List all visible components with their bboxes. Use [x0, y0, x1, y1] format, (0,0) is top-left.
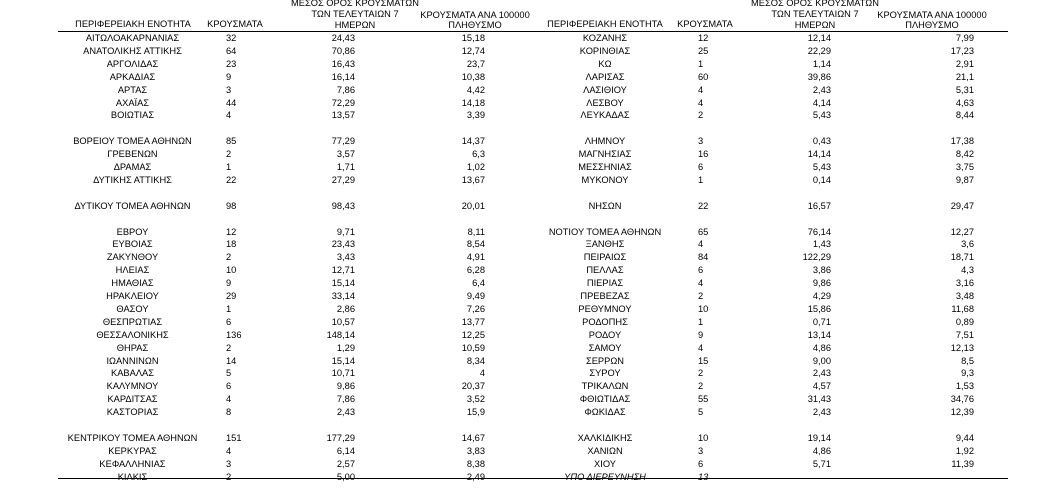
- table-row: [0, 45, 1047, 58]
- cell-avg: 24,43: [331, 33, 355, 43]
- cell-cases: 136: [226, 329, 242, 340]
- cell-per100k: 8,11: [467, 226, 485, 237]
- cell-avg: 148,14: [326, 329, 355, 340]
- cell-avg: 10,57: [331, 316, 355, 327]
- cell-avg: 9,00: [812, 355, 831, 366]
- cell-per100k: 3,52: [466, 394, 485, 405]
- left-header-avg-2: ΤΩΝ ΤΕΛΕΥΤΑΙΩΝ 7: [311, 9, 399, 19]
- cell-region: ΚΕΡΚΥΡΑΣ: [108, 445, 157, 456]
- right-header-per100k-1: ΚΡΟΥΣΜΑΤΑ ΑΝΑ 100000: [877, 10, 987, 20]
- cell-region: ΛΕΥΚΑΔΑΣ: [580, 110, 630, 121]
- cell-cases: 3: [226, 458, 232, 469]
- table-row: [0, 380, 1047, 393]
- table-row: [0, 432, 1047, 445]
- cell-region: ΣΥΡΟΥ: [589, 368, 621, 379]
- cell-region: ΑΡΤΑΣ: [117, 84, 148, 95]
- cell-per100k: 12,25: [461, 329, 485, 340]
- cell-region: ΚΟΖΑΝΗΣ: [582, 33, 628, 43]
- table-row: [0, 238, 1047, 251]
- cell-cases: 84: [698, 252, 709, 263]
- cell-cases: 3: [698, 445, 704, 456]
- cell-avg: 15,14: [331, 278, 355, 289]
- cell-avg: 2,43: [812, 407, 831, 418]
- cell-cases: 2: [698, 291, 704, 301]
- cell-per100k: 15,18: [461, 33, 485, 43]
- table-row: [0, 174, 1047, 187]
- cell-avg: 6,14: [336, 445, 355, 456]
- cell-avg: 122,29: [802, 252, 831, 263]
- cell-avg: 16,43: [331, 58, 355, 69]
- table-row: [0, 148, 1047, 161]
- cell-avg: 1,14: [812, 58, 831, 69]
- left-header-avg-1: ΜΕΣΟΣ ΟΡΟΣ ΚΡΟΥΣΜΑΤΩΝ: [291, 0, 419, 8]
- cell-region: ΚΟΡΙΝΘΙΑΣ: [579, 45, 631, 56]
- cell-per100k: 12,39: [950, 407, 974, 418]
- cell-cases: 32: [226, 33, 237, 43]
- cell-cases: 85: [226, 136, 237, 147]
- table-row: [0, 32, 1047, 45]
- table-row: [0, 445, 1047, 458]
- cell-per100k: 12,13: [950, 342, 974, 353]
- cell-region: ΧΑΝΙΩΝ: [587, 445, 623, 456]
- cell-cases: 3: [226, 84, 232, 95]
- cell-avg: 4,86: [812, 342, 831, 353]
- cell-avg: 7,86: [336, 84, 355, 95]
- table-row: [0, 264, 1047, 277]
- cell-per100k: 13,77: [461, 316, 485, 327]
- table-row: [0, 200, 1047, 213]
- cell-per100k: 7,99: [955, 33, 974, 43]
- cell-avg: 2,86: [336, 303, 355, 314]
- cell-avg: 72,29: [331, 97, 355, 108]
- cell-region: ΠΕΛΛΑΣ: [586, 265, 624, 276]
- cell-cases: 6: [226, 316, 232, 327]
- cell-cases: 64: [226, 45, 237, 56]
- cell-region: ΔΥΤΙΚΗΣ ΑΤΤΙΚΗΣ: [93, 174, 172, 185]
- cell-avg: 2,43: [812, 84, 831, 95]
- cell-avg: 13,14: [807, 329, 831, 340]
- cell-avg: 3,43: [336, 252, 355, 263]
- cell-region: ΤΡΙΚΑΛΩΝ: [581, 381, 629, 392]
- cell-cases: 4: [226, 394, 232, 405]
- cell-region: ΚΕΝΤΡΙΚΟΥ ΤΟΜΕΑ ΑΘΗΝΩΝ: [67, 432, 198, 443]
- cell-per100k: 4,42: [466, 84, 485, 95]
- cell-per100k: 11,39: [951, 458, 974, 469]
- cell-cases: 9: [226, 278, 232, 289]
- cell-region: ΗΡΑΚΛΕΙΟΥ: [106, 291, 159, 301]
- cell-cases: 5: [226, 368, 232, 379]
- cell-avg: 5,43: [812, 110, 831, 121]
- cell-region: ΦΩΚΙΔΑΣ: [584, 407, 626, 418]
- cell-cases: 22: [226, 174, 237, 185]
- cell-avg: 1,71: [336, 162, 355, 172]
- cell-region: ΘΕΣΠΡΩΤΙΑΣ: [102, 316, 163, 327]
- cell-cases: 12: [698, 33, 709, 43]
- cell-cases: 13: [698, 471, 709, 482]
- cell-per100k: 9,87: [955, 174, 974, 185]
- cell-per100k: 6,4: [472, 278, 485, 289]
- left-header-region: ΠΕΡΙΦΕΡΕΙΑΚΗ ΕΝΟΤΗΤΑ: [75, 19, 191, 29]
- cell-region: ΦΘΙΩΤΙΔΑΣ: [579, 394, 631, 405]
- cell-per100k: 23,7: [466, 58, 485, 69]
- cell-per100k: 3,48: [955, 291, 974, 301]
- cell-region: ΣΕΡΡΩΝ: [585, 355, 624, 366]
- cell-cases: 2: [226, 471, 232, 482]
- right-header-avg-3: ΗΜΕΡΩΝ: [794, 20, 836, 30]
- cell-cases: 15: [698, 355, 709, 366]
- cell-per100k: 17,23: [950, 45, 974, 56]
- cell-per100k: 3,6: [961, 239, 974, 250]
- cell-region: ΒΟΙΩΤΙΑΣ: [110, 110, 155, 121]
- cell-cases: 14: [226, 355, 237, 366]
- cell-per100k: 12,27: [950, 226, 974, 237]
- cell-region: ΚΑΒΑΛΑΣ: [111, 368, 154, 379]
- cell-per100k: 17,38: [950, 136, 974, 147]
- cell-cases: 4: [226, 445, 232, 456]
- left-header-cases: ΚΡΟΥΣΜΑΤΑ: [207, 19, 263, 29]
- cell-avg: 5,00: [336, 471, 355, 482]
- cell-region: ΜΕΣΣΗΝΙΑΣ: [578, 162, 632, 172]
- cell-avg: 27,29: [331, 174, 355, 185]
- cell-region: ΖΑΚΥΝΘΟΥ: [106, 252, 159, 263]
- cell-per100k: 20,37: [461, 381, 485, 392]
- cell-region: ΞΑΝΘΗΣ: [585, 239, 625, 250]
- cell-cases: 151: [226, 432, 242, 443]
- cell-per100k: 4,3: [961, 265, 974, 276]
- cell-per100k: 4: [479, 368, 485, 379]
- cell-avg: 2,43: [812, 368, 831, 379]
- cell-per100k: 29,47: [950, 200, 974, 211]
- right-header-region: ΠΕΡΙΦΕΡΕΙΑΚΗ ΕΝΟΤΗΤΑ: [547, 19, 663, 29]
- cell-avg: 39,86: [807, 71, 831, 82]
- cell-avg: 12,14: [807, 33, 831, 43]
- cell-avg: 15,14: [331, 355, 355, 366]
- cell-per100k: 21,1: [955, 71, 974, 82]
- cell-per100k: 12,74: [461, 45, 485, 56]
- cell-per100k: 34,76: [950, 394, 974, 405]
- cell-region: ΓΡΕΒΕΝΩΝ: [107, 149, 158, 160]
- cell-region: ΣΑΜΟΥ: [588, 342, 622, 353]
- cell-cases: 6: [698, 458, 704, 469]
- cell-cases: 16: [698, 149, 709, 160]
- cell-per100k: 3,39: [466, 110, 485, 121]
- cell-cases: 1: [698, 174, 704, 185]
- table-row: [0, 97, 1047, 110]
- cell-cases: 25: [698, 45, 709, 56]
- cell-region: ΚΙΛΚΙΣ: [117, 471, 148, 482]
- right-header-cases: ΚΡΟΥΣΜΑΤΑ: [677, 19, 733, 29]
- cell-per100k: 2,49: [466, 471, 485, 482]
- left-header-avg-3: ΗΜΕΡΩΝ: [334, 20, 376, 30]
- cell-cases: 65: [698, 226, 709, 237]
- cell-per100k: 13,67: [461, 174, 485, 185]
- cell-avg: 2,43: [336, 407, 355, 418]
- table-row: [0, 187, 1047, 200]
- cell-cases: 23: [226, 58, 237, 69]
- cell-cases: 4: [698, 84, 704, 95]
- cell-avg: 1,43: [812, 239, 831, 250]
- cell-avg: 23,43: [331, 239, 355, 250]
- cell-region: ΑΡΓΟΛΙΔΑΣ: [106, 58, 159, 69]
- cell-region: ΧΙΟΥ: [594, 458, 616, 469]
- cell-per100k: 1,02: [466, 162, 485, 172]
- cell-region: ΛΕΣΒΟΥ: [586, 97, 624, 108]
- cell-per100k: 1,53: [955, 381, 974, 392]
- cell-region: ΠΡΕΒΕΖΑΣ: [580, 291, 630, 301]
- table-row: [0, 342, 1047, 355]
- cell-avg: 9,71: [336, 226, 355, 237]
- cell-avg: 16,14: [331, 71, 355, 82]
- cell-region: ΝΟΤΙΟΥ ΤΟΜΕΑ ΑΘΗΝΩΝ: [548, 226, 662, 237]
- cell-region: ΘΕΣΣΑΛΟΝΙΚΗΣ: [96, 329, 169, 340]
- cell-avg: 10,71: [331, 368, 355, 379]
- table-row: [0, 406, 1047, 419]
- cell-avg: 7,86: [336, 394, 355, 405]
- cell-cases: 4: [226, 110, 232, 121]
- cell-per100k: 8,34: [466, 355, 485, 366]
- cell-region: ΧΑΛΚΙΔΙΚΗΣ: [577, 432, 633, 443]
- table-row: [0, 84, 1047, 97]
- cell-cases: 60: [698, 71, 709, 82]
- cell-region: ΚΑΡΔΙΤΣΑΣ: [107, 394, 158, 405]
- cell-region: ΡΕΘΥΜΝΟΥ: [578, 303, 632, 314]
- cell-avg: 22,29: [807, 45, 831, 56]
- cell-cases: 10: [226, 265, 237, 276]
- cell-avg: 9,86: [336, 381, 355, 392]
- table-row: [0, 458, 1047, 471]
- cell-region: ΘΑΣΟΥ: [116, 303, 149, 314]
- cell-region: ΑΡΚΑΔΙΑΣ: [109, 71, 156, 82]
- cell-per100k: 14,67: [461, 432, 485, 443]
- cell-region: ΕΒΡΟΥ: [116, 226, 149, 237]
- cell-avg: 3,86: [812, 265, 831, 276]
- cell-cases: 1: [698, 58, 704, 69]
- cell-per100k: 8,5: [961, 355, 974, 366]
- cell-per100k: 4,63: [955, 97, 974, 108]
- cell-per100k: 3,83: [466, 445, 485, 456]
- cell-cases: 4: [698, 239, 704, 250]
- cell-avg: 5,43: [812, 162, 831, 172]
- cell-avg: 2,57: [336, 458, 355, 469]
- cell-region: ΗΜΑΘΙΑΣ: [111, 278, 154, 289]
- left-header-per100k-2: ΠΛΗΘΥΣΜΟ: [448, 20, 502, 30]
- cell-cases: 10: [698, 432, 709, 443]
- cell-cases: 22: [698, 200, 709, 211]
- cell-per100k: 7,51: [955, 329, 974, 340]
- cell-cases: 4: [698, 97, 704, 108]
- table-row: [0, 213, 1047, 226]
- cell-region: ΔΡΑΜΑΣ: [113, 162, 152, 172]
- cell-avg: 33,14: [331, 291, 355, 301]
- cell-avg: 16,57: [807, 200, 831, 211]
- table-row: [0, 419, 1047, 432]
- cell-region: ΜΥΚΟΝΟΥ: [581, 174, 629, 185]
- cell-region: ΛΗΜΝΟΥ: [584, 136, 626, 147]
- cell-cases: 10: [698, 303, 709, 314]
- cell-cases: 55: [698, 394, 709, 405]
- cell-region: ΡΟΔΟΠΗΣ: [582, 316, 628, 327]
- cell-region: ΑΧΑΪΑΣ: [115, 97, 150, 108]
- cell-per100k: 6,3: [472, 149, 485, 160]
- cell-per100k: 15,9: [466, 407, 485, 418]
- cell-avg: 77,29: [331, 136, 355, 147]
- cell-avg: 5,71: [812, 458, 831, 469]
- cell-cases: 6: [226, 381, 232, 392]
- cell-cases: 9: [226, 71, 232, 82]
- cell-avg: 4,57: [812, 381, 831, 392]
- cell-region: ΙΩΑΝΝΙΝΩΝ: [106, 355, 159, 366]
- cell-cases: 1: [698, 316, 704, 327]
- cell-avg: 0,43: [812, 136, 831, 147]
- cell-cases: 12: [226, 226, 237, 237]
- cell-cases: 6: [698, 265, 704, 276]
- cell-avg: 76,14: [807, 226, 831, 237]
- cell-per100k: 7,26: [466, 303, 485, 314]
- cell-cases: 18: [226, 239, 237, 250]
- table-row: [0, 161, 1047, 174]
- cell-per100k: 14,18: [461, 97, 485, 108]
- cell-per100k: 10,38: [461, 71, 485, 82]
- cell-cases: 29: [226, 291, 237, 301]
- cell-region: ΗΛΕΙΑΣ: [115, 265, 150, 276]
- table-row: [0, 367, 1047, 380]
- cell-region: ΚΑΛΥΜΝΟΥ: [106, 381, 159, 392]
- cell-per100k: 1,92: [955, 445, 974, 456]
- table-row: [0, 303, 1047, 316]
- table-row: [0, 471, 1047, 484]
- cell-per100k: 3,16: [955, 278, 974, 289]
- cell-cases: 6: [698, 162, 704, 172]
- cell-avg: 4,14: [812, 97, 831, 108]
- table-row: [0, 355, 1047, 368]
- cell-region: ΒΟΡΕΙΟΥ ΤΟΜΕΑ ΑΘΗΝΩΝ: [73, 136, 192, 147]
- table-row: [0, 316, 1047, 329]
- cell-per100k: 9,3: [961, 368, 974, 379]
- cell-cases: 9: [698, 329, 704, 340]
- cell-per100k: 8,54: [466, 239, 485, 250]
- table-row: [0, 329, 1047, 342]
- cell-region: ΔΥΤΙΚΟΥ ΤΟΜΕΑ ΑΘΗΝΩΝ: [74, 200, 191, 211]
- cell-per100k: 5,31: [955, 84, 974, 95]
- cell-region: ΑΙΤΩΛΟΑΚΑΡΝΑΝΙΑΣ: [85, 33, 180, 43]
- table-row: [0, 109, 1047, 122]
- table-row: [0, 277, 1047, 290]
- table-row: [0, 251, 1047, 264]
- cell-per100k: 8,42: [955, 149, 974, 160]
- cell-cases: 2: [226, 342, 232, 353]
- right-header-avg-2: ΤΩΝ ΤΕΛΕΥΤΑΙΩΝ 7: [771, 9, 859, 19]
- cell-per100k: 3,75: [955, 162, 974, 172]
- cell-region: ΑΝΑΤΟΛΙΚΗΣ ΑΤΤΙΚΗΣ: [83, 45, 182, 56]
- cell-region: ΘΗΡΑΣ: [116, 342, 149, 353]
- cell-region: ΚΕΦΑΛΛΗΝΙΑΣ: [99, 458, 166, 469]
- cell-cases: 2: [226, 149, 232, 160]
- cell-avg: 177,29: [326, 432, 355, 443]
- table-row: [0, 71, 1047, 84]
- cell-avg: 12,71: [331, 265, 355, 276]
- cell-region: ΚΑΣΤΟΡΙΑΣ: [106, 407, 159, 418]
- right-header-avg-1: ΜΕΣΟΣ ΟΡΟΣ ΚΡΟΥΣΜΑΤΩΝ: [751, 0, 879, 8]
- cell-per100k: 18,71: [950, 252, 974, 263]
- cell-avg: 15,86: [807, 303, 831, 314]
- cell-cases: 4: [698, 278, 704, 289]
- cell-region: ΛΑΣΙΘΙΟΥ: [583, 84, 627, 95]
- cell-avg: 9,86: [812, 278, 831, 289]
- cell-avg: 98,43: [331, 200, 355, 211]
- cell-avg: 13,57: [331, 110, 355, 121]
- cell-per100k: 6,28: [466, 265, 485, 276]
- cell-per100k: 11,68: [951, 303, 974, 314]
- cell-per100k: 9,44: [955, 432, 974, 443]
- cell-region: ΚΩ: [598, 58, 612, 69]
- cell-per100k: 8,38: [466, 458, 485, 469]
- table-row: [0, 122, 1047, 135]
- cell-region: ΝΗΣΩΝ: [588, 200, 622, 211]
- cell-per100k: 20,01: [461, 200, 485, 211]
- cell-region: ΠΕΙΡΑΙΩΣ: [583, 252, 627, 263]
- cell-per100k: 10,59: [461, 342, 485, 353]
- cell-avg: 4,29: [812, 291, 831, 301]
- cell-cases: 2: [698, 110, 704, 121]
- right-header-per100k-2: ΠΛΗΘΥΣΜΟ: [905, 20, 959, 30]
- cell-cases: 2: [698, 381, 704, 392]
- cell-per100k: 4,91: [466, 252, 485, 263]
- cell-avg: 70,86: [331, 45, 355, 56]
- cell-cases: 2: [698, 368, 704, 379]
- table-row: [0, 58, 1047, 71]
- left-header-per100k-1: ΚΡΟΥΣΜΑΤΑ ΑΝΑ 100000: [420, 10, 530, 20]
- cell-avg: 14,14: [807, 149, 831, 160]
- cell-cases: 5: [698, 407, 704, 418]
- table-row: [0, 393, 1047, 406]
- table-row: [0, 135, 1047, 148]
- table-row: [0, 226, 1047, 239]
- cell-region: ΡΟΔΟΥ: [588, 329, 622, 340]
- cell-avg: 0,71: [812, 316, 831, 327]
- cell-cases: 98: [226, 200, 237, 211]
- cell-per100k: 0,89: [955, 316, 974, 327]
- cell-region: ΛΑΡΙΣΑΣ: [585, 71, 625, 82]
- cell-cases: 4: [698, 342, 704, 353]
- cell-avg: 0,14: [812, 174, 831, 185]
- cell-per100k: 9,49: [466, 291, 485, 301]
- cell-avg: 4,86: [812, 445, 831, 456]
- cell-region: ΥΠΟ ΔΙΕΡΕΥΝΗΣΗ: [564, 471, 646, 482]
- cell-cases: 8: [226, 407, 232, 418]
- cell-region: ΜΑΓΝΗΣΙΑΣ: [578, 149, 632, 160]
- cell-per100k: 2,91: [955, 58, 974, 69]
- cell-cases: 44: [226, 97, 237, 108]
- cell-cases: 3: [698, 136, 704, 147]
- cell-avg: 19,14: [807, 432, 831, 443]
- cell-avg: 1,29: [336, 342, 355, 353]
- cell-avg: 3,57: [336, 149, 355, 160]
- cell-region: ΠΙΕΡΙΑΣ: [586, 278, 624, 289]
- cell-cases: 1: [226, 162, 232, 172]
- cell-cases: 1: [226, 303, 232, 314]
- cell-per100k: 8,44: [955, 110, 974, 121]
- table-row: [0, 290, 1047, 303]
- cell-avg: 31,43: [807, 394, 831, 405]
- cell-cases: 2: [226, 252, 232, 263]
- cell-per100k: 14,37: [461, 136, 485, 147]
- cell-region: ΕΥΒΟΙΑΣ: [112, 239, 153, 250]
